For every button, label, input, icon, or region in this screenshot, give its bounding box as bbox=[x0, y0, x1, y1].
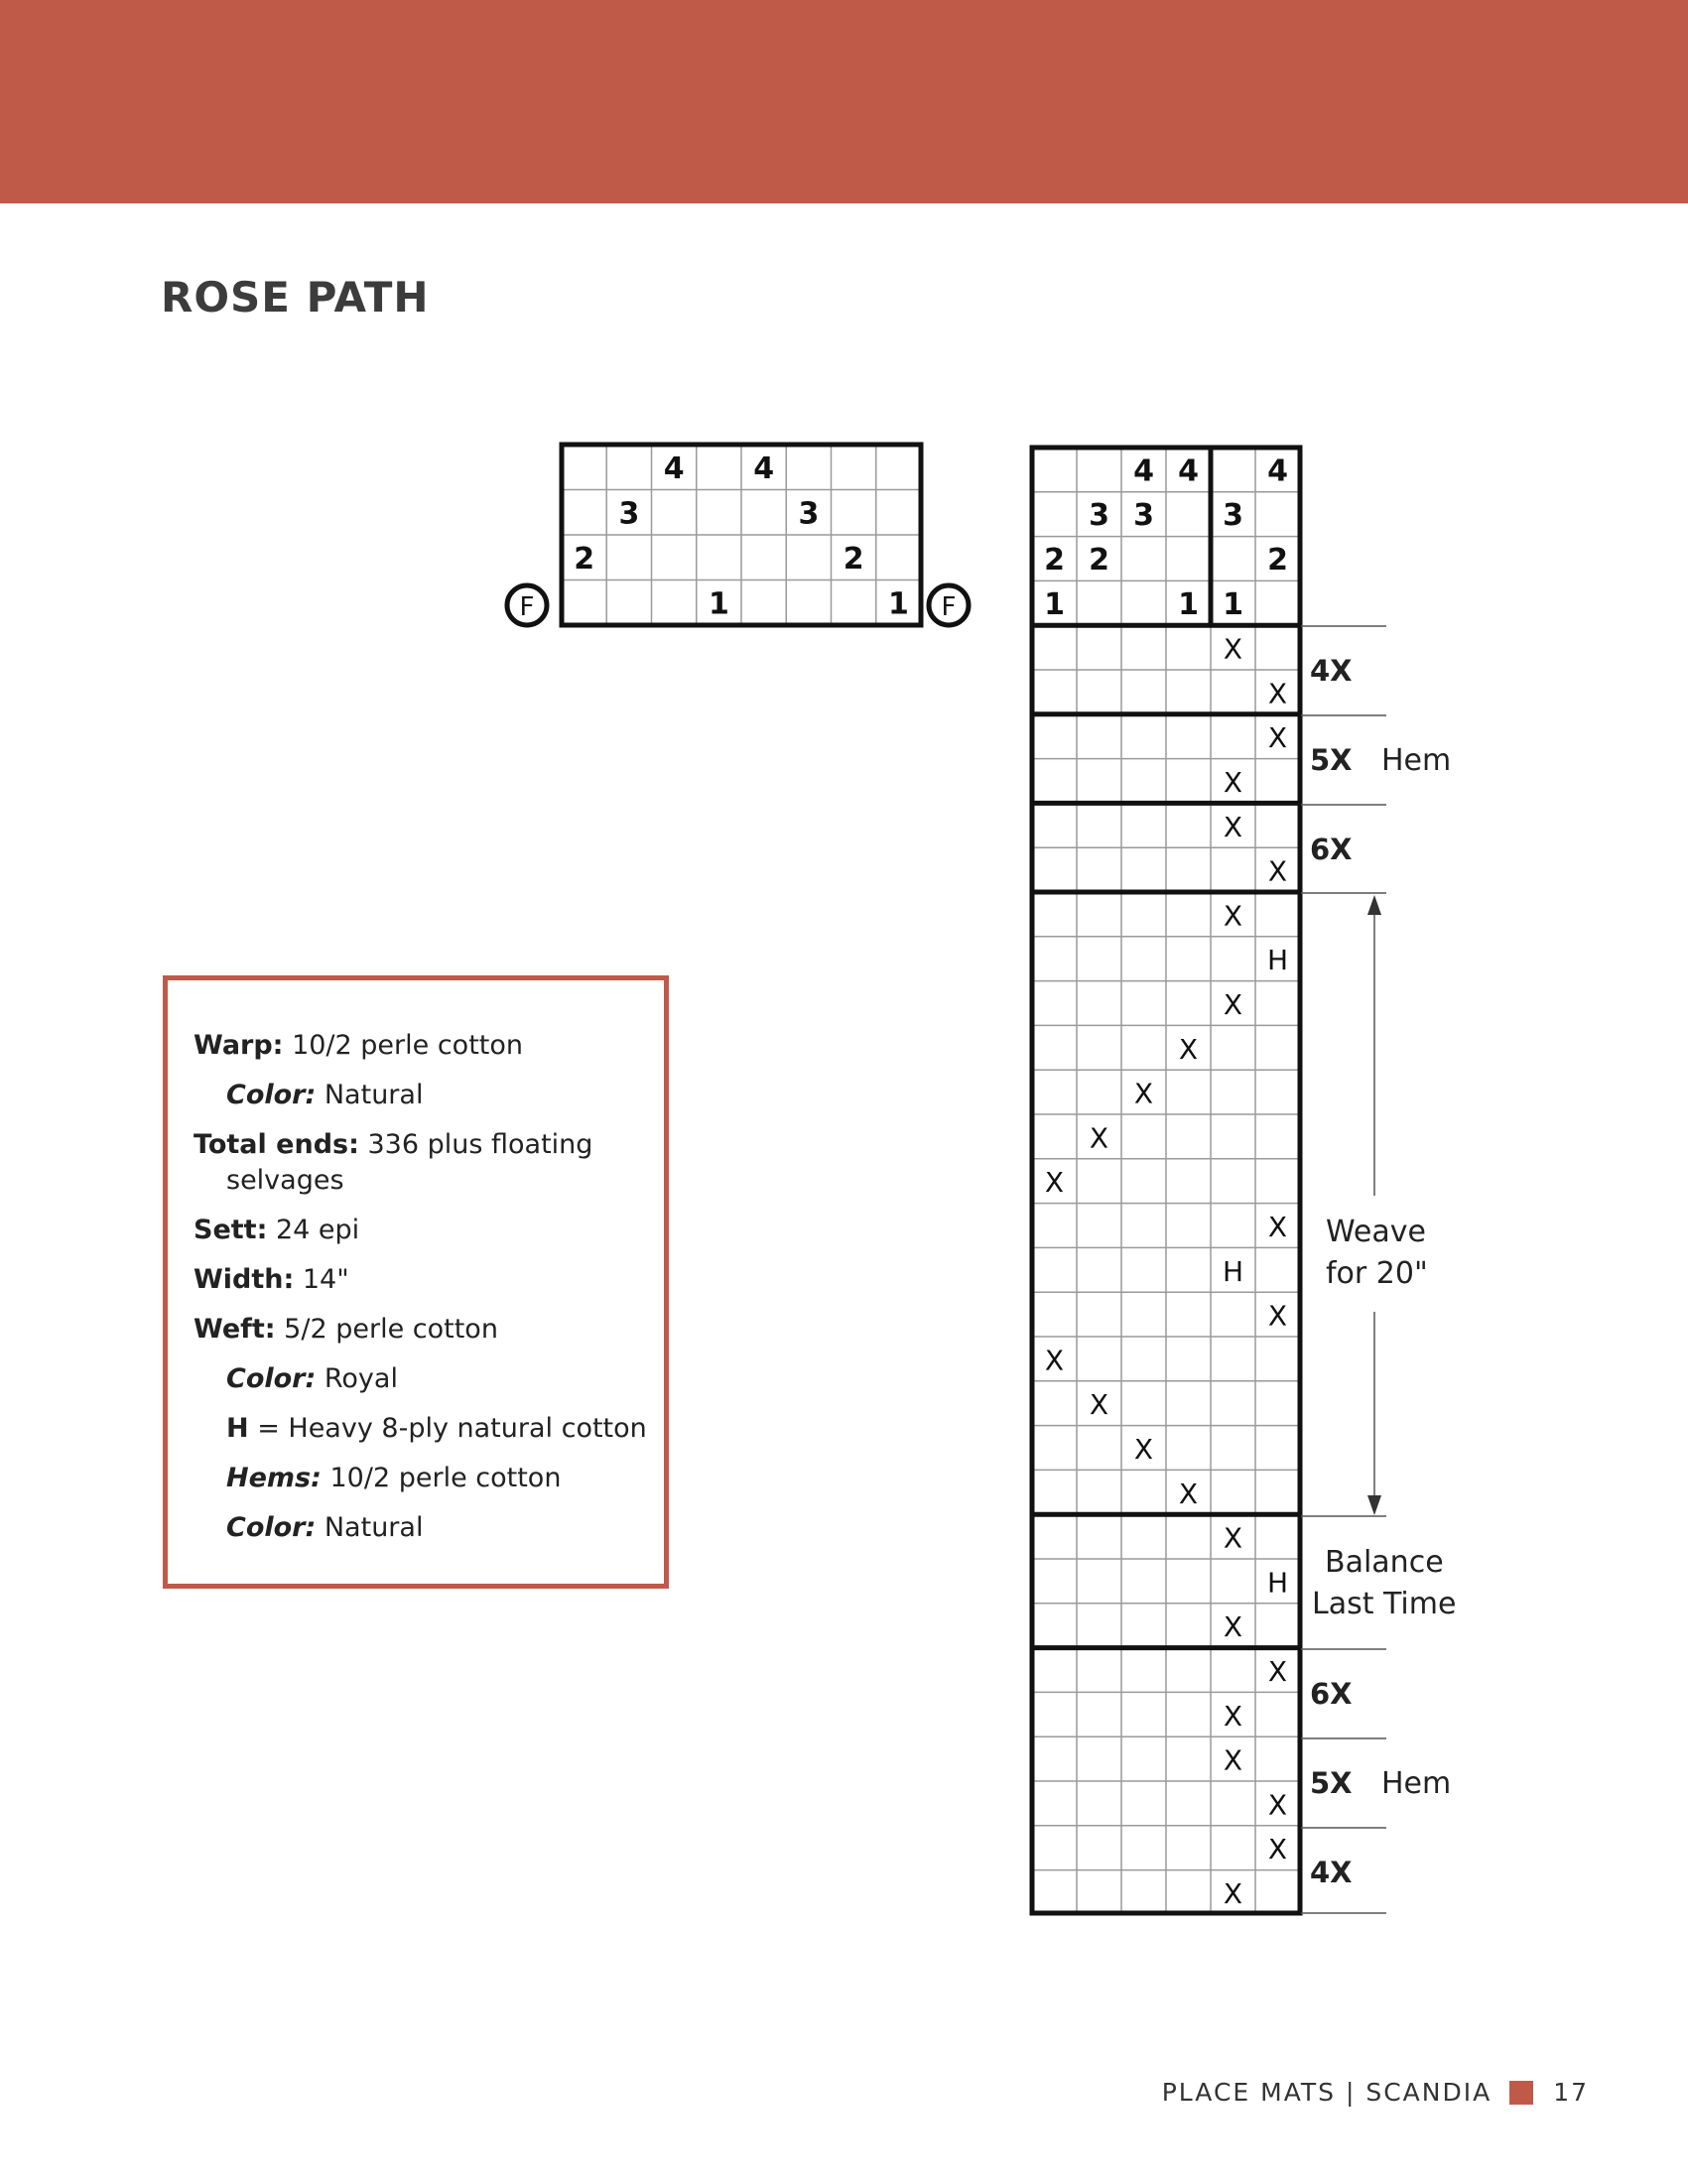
arrow-down-icon bbox=[1367, 1495, 1381, 1515]
threading-cell: 4 bbox=[753, 450, 775, 486]
threading-cell: 2 bbox=[574, 541, 595, 577]
page-title: ROSE PATH bbox=[161, 273, 430, 321]
spec-width: Width: 14" bbox=[194, 1264, 349, 1295]
tieup-cell: 2 bbox=[1267, 543, 1288, 578]
hem-label-top: Hem bbox=[1381, 743, 1452, 778]
treadling-cell: X bbox=[1267, 1788, 1288, 1822]
treadling-cell: X bbox=[1044, 1166, 1065, 1200]
tieup-cell: 4 bbox=[1178, 453, 1199, 489]
floating-selvage-left-label: F bbox=[519, 592, 535, 622]
repeat-5x-bottom: 5X bbox=[1310, 1766, 1353, 1800]
arrow-up-icon bbox=[1367, 895, 1381, 915]
spec-hems: Hems: 10/2 perle cotton bbox=[226, 1463, 562, 1493]
spec-heavy-weft: H = Heavy 8-ply natural cotton bbox=[226, 1413, 647, 1444]
page-number: 17 bbox=[1553, 2078, 1589, 2107]
tieup-cell: 3 bbox=[1133, 498, 1154, 534]
spec-weft-color: Color: Royal bbox=[226, 1363, 398, 1394]
tieup-cell: 3 bbox=[1089, 498, 1109, 534]
threading-grid bbox=[507, 445, 969, 625]
treadling-cell: X bbox=[1223, 810, 1243, 843]
tieup-cell: 2 bbox=[1044, 543, 1065, 578]
tieup-cell: 1 bbox=[1178, 586, 1199, 622]
treadling-cell: X bbox=[1223, 1743, 1243, 1777]
treadling-cell: X bbox=[1223, 988, 1243, 1021]
spec-warp: Warp: 10/2 perle cotton bbox=[194, 1030, 523, 1061]
threading-cell: 1 bbox=[708, 586, 729, 622]
threading-cell: 1 bbox=[887, 586, 909, 622]
treadling-cell: X bbox=[1223, 1699, 1243, 1733]
threading-cell: 2 bbox=[843, 541, 864, 577]
treadling-cell: X bbox=[1223, 1521, 1243, 1555]
treadling-cell: X bbox=[1267, 1211, 1288, 1243]
tieup-cell: 4 bbox=[1267, 453, 1288, 489]
tieup-cell: 1 bbox=[1223, 586, 1243, 622]
project-specs-box bbox=[163, 975, 669, 1589]
weave-label-line1: Weave bbox=[1326, 1215, 1426, 1249]
treadling-cell: H bbox=[1266, 1566, 1289, 1600]
repeat-6x-bottom: 6X bbox=[1310, 1677, 1353, 1711]
spec-hems-color: Color: Natural bbox=[226, 1512, 424, 1543]
tieup-cell: 3 bbox=[1223, 498, 1243, 534]
treadling-cell: X bbox=[1044, 1344, 1065, 1377]
treadling-cell: X bbox=[1089, 1388, 1109, 1422]
treadling-cell: X bbox=[1178, 1477, 1199, 1510]
threading-cell: 4 bbox=[663, 450, 685, 486]
spec-sett: Sett: 24 epi bbox=[194, 1215, 360, 1245]
spec-total-ends: Total ends: 336 plus floating selvages bbox=[194, 1129, 593, 1196]
repeat-6x-top: 6X bbox=[1310, 833, 1353, 866]
floating-selvage-right-label: F bbox=[941, 592, 957, 622]
footer-section-label: PLACE MATS | SCANDIA bbox=[1161, 2078, 1493, 2107]
treadling-cell: X bbox=[1223, 632, 1243, 666]
repeat-5x-top: 5X bbox=[1310, 743, 1353, 777]
balance-label-line2: Last Time bbox=[1312, 1587, 1457, 1621]
footer-square-icon bbox=[1509, 2081, 1533, 2105]
treadling-cell: X bbox=[1267, 721, 1288, 755]
treadling-cell: X bbox=[1267, 1833, 1288, 1866]
treadling-cell: X bbox=[1267, 677, 1288, 710]
treadling-cell: X bbox=[1223, 899, 1243, 933]
treadling-cell: X bbox=[1133, 1077, 1154, 1110]
treadling-cell: X bbox=[1267, 854, 1288, 888]
treadling-cell: X bbox=[1223, 766, 1243, 799]
treadling-cell: H bbox=[1222, 1254, 1244, 1288]
treadling-cell: X bbox=[1133, 1433, 1154, 1466]
treadling-cell: H bbox=[1266, 944, 1289, 977]
spec-weft: Weft: 5/2 perle cotton bbox=[194, 1314, 498, 1345]
spec-warp-color: Color: Natural bbox=[226, 1080, 424, 1110]
tieup-cell: 4 bbox=[1133, 453, 1154, 489]
repeat-4x-top: 4X bbox=[1310, 654, 1353, 688]
tieup-cell: 1 bbox=[1044, 586, 1065, 622]
threading-cell: 3 bbox=[618, 496, 640, 532]
hem-label-bottom: Hem bbox=[1381, 1766, 1452, 1801]
page-footer bbox=[1162, 2078, 1589, 2107]
treadling-cell: X bbox=[1089, 1121, 1109, 1155]
treadling-annotations bbox=[1301, 626, 1456, 1913]
treadling-cell: X bbox=[1267, 1655, 1288, 1688]
tieup-treadling-grid bbox=[1032, 448, 1300, 1914]
tieup-cell: 2 bbox=[1089, 543, 1109, 578]
treadling-cell: X bbox=[1223, 1610, 1243, 1644]
treadling-cell: X bbox=[1178, 1032, 1199, 1066]
threading-cell: 3 bbox=[798, 496, 820, 532]
weave-label-line2: for 20" bbox=[1326, 1256, 1428, 1291]
balance-label-line1: Balance bbox=[1325, 1545, 1444, 1580]
treadling-cell: X bbox=[1267, 1299, 1288, 1333]
treadling-cell: X bbox=[1223, 1877, 1243, 1910]
repeat-4x-bottom: 4X bbox=[1310, 1856, 1353, 1889]
